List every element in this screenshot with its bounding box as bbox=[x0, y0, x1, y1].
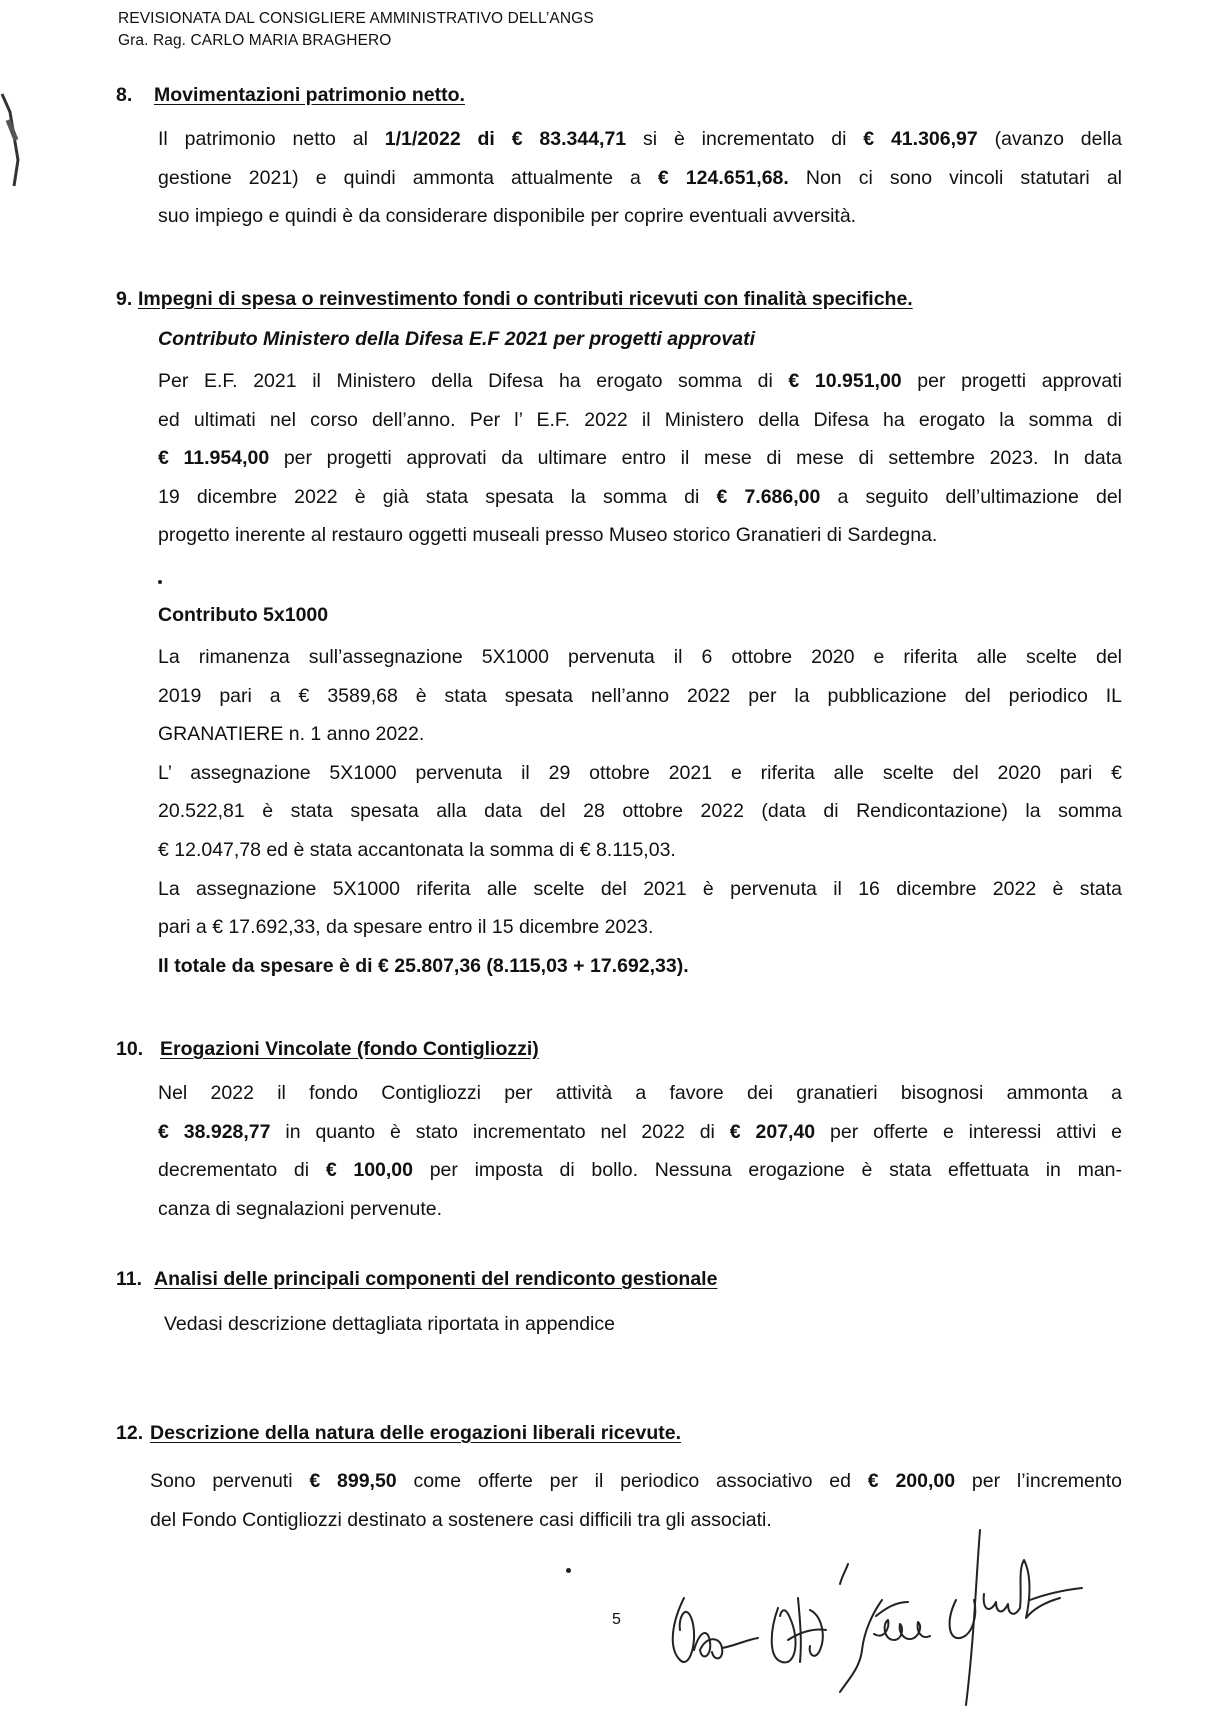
section-8-line-3: suo impiego e quindi è da considerare disponibile per coprire eventuali avversità. bbox=[158, 205, 857, 228]
section-9-paragraph-2 bbox=[158, 638, 1122, 985]
page-number: 5 bbox=[612, 1611, 621, 1628]
section-8-line-2: gestione 2021) e quindi ammonta attualmente a € 124.651,68. Non ci sono vincoli statutari al bbox=[158, 166, 1122, 189]
header-line-1: REVISIONATA DAL CONSIGLIERE AMMINISTRATIVO DELL’ANGS bbox=[118, 10, 594, 27]
section-12-heading bbox=[116, 1422, 681, 1445]
scan-margin-mark-icon bbox=[0, 90, 22, 200]
s9-p3-line-2: 20.522,81 è stata spesata alla data del 28 ottobre 2022 (data di Rendicontazione) la somma bbox=[158, 800, 1122, 823]
s10-line-2: € 38.928,77 in quanto è stato incrementato nel 2022 di € 207,40 per offerte e interessi attivi e bbox=[158, 1120, 1123, 1143]
s9-p1-line-5: progetto inerente al restauro oggetti museali presso Museo storico Granatieri di Sardegna. bbox=[158, 524, 938, 547]
scan-speck bbox=[566, 1568, 571, 1573]
scan-speck bbox=[158, 580, 162, 584]
section-12-title: Descrizione della natura delle erogazioni liberali ricevute. bbox=[150, 1422, 682, 1444]
section-10-number: 10. bbox=[116, 1038, 144, 1060]
section-8-heading bbox=[116, 84, 465, 107]
header-line-2: Gra. Rag. CARLO MARIA BRAGHERO bbox=[118, 32, 392, 49]
page-header bbox=[118, 8, 594, 52]
s12-line-1: Sono pervenuti € 899,50 come offerte per il periodico associativo ed € 200,00 per l’incremento bbox=[150, 1470, 1123, 1492]
section-9-heading bbox=[116, 288, 913, 311]
s9-p4-line-2: pari a € 17.692,33, da spesare entro il 15 dicembre 2023. bbox=[158, 916, 654, 939]
s9-p4-line-1: La assegnazione 5X1000 riferita alle scelte del 2021 è pervenuta il 16 dicembre 2022 è stata bbox=[158, 877, 1122, 900]
section-10-title: Erogazioni Vincolate (fondo Contigliozzi) bbox=[160, 1038, 539, 1060]
section-10-heading bbox=[116, 1038, 539, 1061]
s10-line-1: Nel 2022 il fondo Contigliozzi per attività a favore dei granatieri bisognosi ammonta a bbox=[158, 1082, 1122, 1104]
section-11-heading bbox=[116, 1268, 717, 1291]
section-9-paragraph-1 bbox=[158, 362, 1122, 555]
section-8-body bbox=[158, 120, 1122, 236]
section-8-number: 8. bbox=[116, 84, 133, 106]
section-10-body bbox=[158, 1074, 1122, 1228]
s11-line-1: Vedasi descrizione dettagliata riportata in appendice bbox=[164, 1313, 615, 1335]
section-11-title: Analisi delle principali componenti del rendiconto gestionale bbox=[154, 1268, 718, 1290]
s9-p1-line-4: 19 dicembre 2022 è già stata spesata la somma di € 7.686,00 a seguito dell’ultimazione del bbox=[158, 485, 1123, 508]
s9-p3-line-3: € 12.047,78 ed è stata accantonata la somma di € 8.115,03. bbox=[158, 838, 676, 861]
s9-p2-line-2: 2019 pari a € 3589,68 è stata spesata nell’anno 2022 per la pubblicazione del periodico IL bbox=[158, 684, 1122, 707]
section-9-number: 9. bbox=[116, 288, 133, 310]
s9-total-line: Il totale da spesare è di € 25.807,36 (8.115,03 + 17.692,33). bbox=[158, 954, 689, 977]
section-8-line-1: Il patrimonio netto al 1/1/2022 di € 83.344,71 si è incrementato di € 41.306,97 (avanzo della bbox=[158, 128, 1122, 150]
s9-p2-line-3: GRANATIERE n. 1 anno 2022. bbox=[158, 723, 425, 746]
section-9-title: Impegni di spesa o reinvestimento fondi o contributi ricevuti con finalità specifiche. bbox=[138, 288, 913, 310]
section-11-body bbox=[164, 1305, 1128, 1344]
section-11-number: 11. bbox=[116, 1268, 143, 1290]
s9-p2-line-1: La rimanenza sull’assegnazione 5X1000 pervenuta il 6 ottobre 2020 e riferita alle scelte del bbox=[158, 646, 1122, 668]
section-8-title: Movimentazioni patrimonio netto. bbox=[154, 84, 465, 106]
subheading-contributo-ministero: Contributo Ministero della Difesa E.F 2021 per progetti approvati bbox=[158, 328, 756, 350]
s9-p1-line-2: ed ultimati nel corso dell’anno. Per l’ E.F. 2022 il Ministero della Difesa ha erogato la somma di bbox=[158, 408, 1122, 431]
s9-p3-line-1: L’ assegnazione 5X1000 pervenuta il 29 ottobre 2021 e riferita alle scelte del 2020 pari € bbox=[158, 761, 1122, 784]
s9-p1-line-1: Per E.F. 2021 il Ministero della Difesa ha erogato somma di € 10.951,00 per progetti approvati bbox=[158, 370, 1122, 392]
s10-line-3: decrementato di € 100,00 per imposta di bollo. Nessuna erogazione è stata effettuata in man- bbox=[158, 1159, 1122, 1182]
section-12-number: 12. bbox=[116, 1422, 144, 1444]
s9-p1-line-3: € 11.954,00 per progetti approvati da ultimare entro il mese di mese di settembre 2023. In data bbox=[158, 447, 1122, 470]
s12-line-2: del Fondo Contigliozzi destinato a sostenere casi difficili tra gli associati. bbox=[150, 1508, 772, 1531]
handwritten-signatures-icon bbox=[650, 1490, 1150, 1715]
subheading-contributo-5x1000: Contributo 5x1000 bbox=[158, 604, 329, 626]
s10-line-4: canza di segnalazioni pervenute. bbox=[158, 1197, 443, 1220]
